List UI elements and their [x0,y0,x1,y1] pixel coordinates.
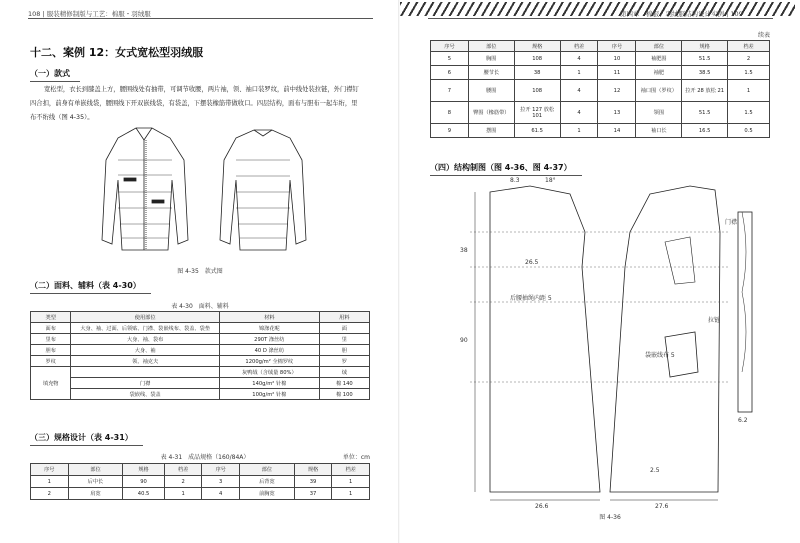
table-cell: 5 [431,52,469,66]
table-cell: 面 [319,323,369,334]
table-cell: 袖口长 [636,124,682,138]
table-cell: 1 [728,80,770,102]
table-header-cell: 部位 [468,41,514,52]
collar-piece [742,212,746,372]
front-view-sketch [102,128,188,250]
table-cell: 后背宽 [239,476,294,488]
table-cell: 40.5 [123,488,164,500]
table-cell: 9 [431,124,469,138]
label-cuff-width: 6.2 [738,417,748,424]
table-cell: 39 [294,476,332,488]
table-header-cell: 部位 [239,464,294,476]
table-row [31,488,370,500]
table-row [431,124,770,138]
case-title: 十二、案例 12：女式宽松型羽绒服 [30,46,204,59]
table-cell: 4 [560,102,598,124]
table-cell: 1200g/m² 全棉罗纹 [219,356,319,367]
table-header-cell: 序号 [598,41,636,52]
table-cell: 2 [31,488,69,500]
right-page [400,0,800,543]
table-cell: 里 [319,334,369,345]
table-cell: 1 [560,124,598,138]
table-header-cell: 用料 [319,312,369,323]
table-cell: 拉开 28 放松 21 [682,80,728,102]
table-cell: 140g/m² 针棉 [219,378,319,389]
table-row [31,389,370,400]
table-cell: 拉开 127 放松 101 [514,102,560,124]
label-back-drawstring: 后腰抽绳内距 5 [510,295,552,302]
table-cell: 大身、袖、袋布 [71,334,220,345]
label-neck-width: 8.3 [510,177,520,184]
pattern-draft-drawing [450,172,770,512]
table-row [31,476,370,488]
label-placket: 门襟 [725,219,738,226]
label-back-hem: 26.6 [535,503,549,510]
table-cell: 领围 [636,102,682,124]
table-cell: 7 [431,80,469,102]
table-cell: 1 [31,476,69,488]
table-cell: 1 [332,488,370,500]
table-cell: 腰节长 [468,66,514,80]
garment-sketch [88,120,328,260]
table-header-cell: 部位 [636,41,682,52]
unit-label: 单位：cm [342,454,370,461]
table-cell: 4 [560,52,598,66]
table-cell: 11 [598,66,636,80]
table-header-cell: 规格 [294,464,332,476]
table-header-cell: 档差 [164,464,202,476]
table-cell: 37 [294,488,332,500]
table-cell: 100g/m² 针棉 [219,389,319,400]
table-cell: 罗 [319,356,369,367]
table-4-30-caption: 表 4-30 面料、辅料 [171,303,229,310]
table-cell: 袋嵌线、袋盖 [71,389,220,400]
table-cell: 袖口围（罗纹） [636,80,682,102]
table-header-cell: 使用部位 [71,312,220,323]
table-cell: 1 [332,476,370,488]
table-cell: 摆围 [468,124,514,138]
table-row [431,80,770,102]
label-waist: 38 [460,247,468,254]
table-cell: 16.5 [682,124,728,138]
table-cell: 13 [598,102,636,124]
table-cell: 胸围 [468,52,514,66]
table-cell: 棉 140 [319,378,369,389]
label-chest: 26.5 [525,259,539,266]
section-materials-label: （二）面料、辅料（表 4-30） [30,281,141,290]
table-cell: 14 [598,124,636,138]
table-row [431,52,770,66]
table-header-row [431,41,770,52]
right-running-header: 第四章 棉服、羽绒服结构设计实例 | 109 [620,10,743,18]
table-cell: 棉 100 [319,389,369,400]
table-header-cell: 档差 [728,41,770,52]
section-spec-heading [30,432,133,443]
table-cell: 6 [431,66,469,80]
section-style-label: （一）款式 [30,69,70,78]
table-cell: 38 [514,66,560,80]
table-cell: 后中长 [68,476,123,488]
table-header-row [31,464,370,476]
spec-table-continued [430,40,770,138]
table-header-cell: 部位 [68,464,123,476]
table-cell: 灰鸭绒（含绒量 80%） [219,367,319,378]
table-cell: 61.5 [514,124,560,138]
table-header-cell: 档差 [332,464,370,476]
table-header-cell: 序号 [31,464,69,476]
table-cell: 3 [202,476,240,488]
header-rule [428,18,773,19]
section-pattern-label: （四）结构制图（图 4-36、图 4-37） [430,163,572,172]
table-cell: 袖肥围 [636,52,682,66]
table-cell: 4 [560,80,598,102]
label-pocket-welt: 袋嵌线布 5 [645,352,675,359]
section-style-heading [30,68,70,79]
table-cell: 前胸宽 [239,488,294,500]
section-materials-heading [30,280,141,291]
style-description: 宽松型，衣长到膝盖上方，腰围线处有抽带，可调节收腰，两片袖，领、袖口装罗纹，前中线处装拉链，外门襟钉四合扣，前身有单嵌线袋，腰围线下开双嵌线袋，有袋盖，下摆装橡筋带做收口。四层结构，面布与胆布一起车绗，里布不绗线（图 4-35）。 [30,86,359,121]
table-cell: 2 [164,476,202,488]
table-header-row [31,312,370,323]
table-row [31,323,370,334]
table-cell: 290T 涤丝纺 [219,334,319,345]
table-cell: 40 D 涤丝纺 [219,345,319,356]
table-cell: 51.5 [682,102,728,124]
label-front-hem: 27.6 [655,503,669,510]
table-header-cell: 规格 [514,41,560,52]
table-row [31,378,370,389]
table-row [431,102,770,124]
table-cell: 胆 [319,345,369,356]
table-cell: 8 [431,102,469,124]
table-cell: 锦涤花呢 [219,323,319,334]
table-cell: 2 [728,52,770,66]
table-cell: 108 [514,52,560,66]
table-cell: 填充物 [31,367,71,400]
table-cell: 1.5 [728,102,770,124]
table-cell: 38.5 [682,66,728,80]
left-running-header: 108 | 服装精修制版与工艺：棉服・羽绒服 [28,10,151,18]
table-cell: 罗纹 [31,356,71,367]
table-row [31,367,370,378]
table-cell: 4 [202,488,240,500]
table-cell: 0.5 [728,124,770,138]
table-cell: 90 [123,476,164,488]
table-cell [71,367,220,378]
spec-table [30,463,370,500]
table-row [31,334,370,345]
table-cell: 1.5 [728,66,770,80]
table-cell: 1 [560,66,598,80]
label-zipper: 拉链 [708,317,721,324]
label-shoulder-angle: 18° [545,177,556,184]
table-cell: 1 [164,488,202,500]
table-cell: 里布 [31,334,71,345]
table-row [431,66,770,80]
table-cell: 臀围（橡筋带） [468,102,514,124]
table-header-cell: 材料 [219,312,319,323]
table-header-cell: 类型 [31,312,71,323]
table-cell: 51.5 [682,52,728,66]
figure-4-35-caption: 图 4-35 款式图 [177,268,223,275]
header-rule [28,18,373,19]
figure-4-36-caption: 图 4-36 [599,514,621,521]
table-cell: 大身、袖 [71,345,220,356]
table-cell: 绒 [319,367,369,378]
back-view-sketch [220,130,306,250]
table-cell: 108 [514,80,560,102]
table-cell: 门襟 [71,378,220,389]
table-row [31,356,370,367]
table-header-cell: 序号 [431,41,469,52]
section-spec-label: （三）规格设计（表 4-31） [30,433,133,442]
label-bottom-dim: 2.5 [650,467,660,474]
label-length: 90 [460,337,468,344]
continued-label: 续表 [757,32,770,39]
table-cell: 肩宽 [68,488,123,500]
table-cell: 领、袖克夫 [71,356,220,367]
table-cell: 面布 [31,323,71,334]
table-row [31,345,370,356]
table-header-cell: 档差 [560,41,598,52]
table-header-cell: 规格 [123,464,164,476]
materials-table [30,311,370,400]
table-4-31-caption: 表 4-31 成品规格（160/84A） [160,454,250,461]
table-cell: 10 [598,52,636,66]
table-cell: 大身、袖、过面、后领贴、门襟、袋嵌线布、袋盖、袋垫 [71,323,220,334]
table-cell: 12 [598,80,636,102]
table-cell: 胆布 [31,345,71,356]
table-header-cell: 序号 [202,464,240,476]
table-cell: 腰围 [468,80,514,102]
table-cell: 袖肥 [636,66,682,80]
table-header-cell: 规格 [682,41,728,52]
